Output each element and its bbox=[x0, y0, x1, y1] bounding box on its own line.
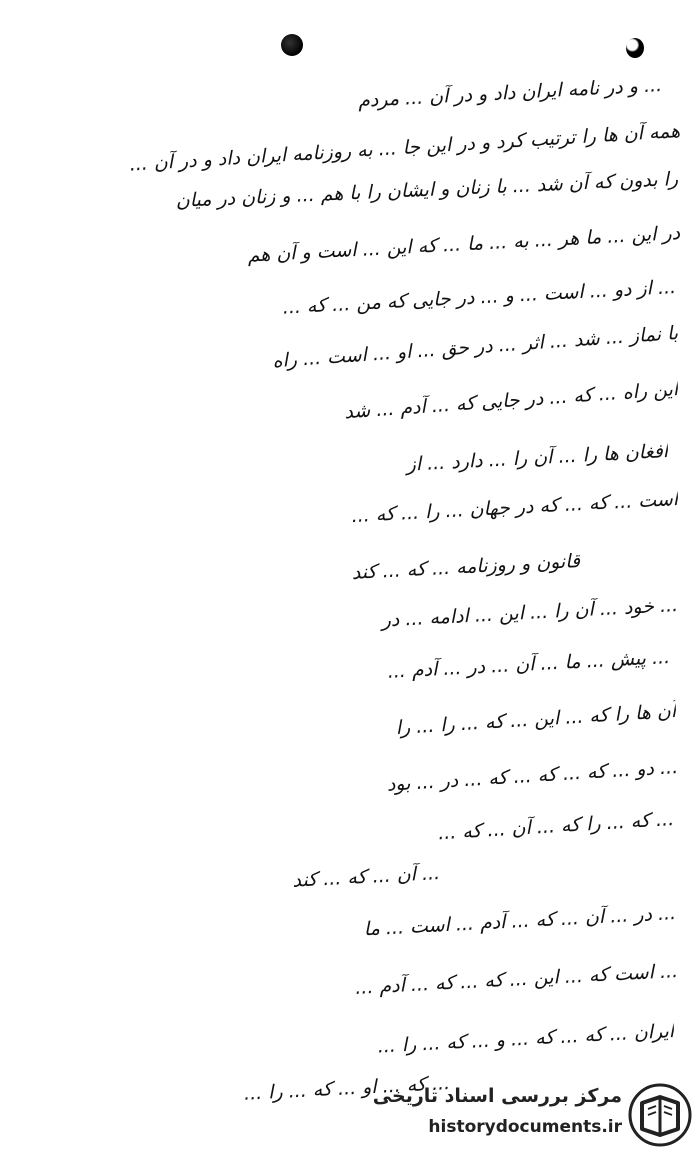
text-line: این راه ... که ... در جایی که ... آدم ... شد bbox=[343, 378, 679, 424]
text-line: ... در ... آن ... که ... آدم ... است ... ما bbox=[363, 902, 677, 941]
text-line: ... خود ... آن را ... این ... ادامه ... در bbox=[381, 594, 679, 632]
watermark-title: مرکز بررسی اسناد تاریخی bbox=[372, 1085, 622, 1107]
text-line: آن ها را که ... این ... که ... را ... را bbox=[395, 700, 677, 740]
text-line: است ... که ... که در جهان ... را ... که ... bbox=[350, 488, 679, 528]
watermark bbox=[372, 1075, 692, 1155]
text-line: با نماز ... شد ... اثر ... در حق ... او ... است ... راه bbox=[271, 322, 679, 373]
watermark-url: historydocuments.ir bbox=[428, 1117, 622, 1137]
text-line: ... دو ... که ... که ... که ... در ... بود bbox=[386, 756, 679, 796]
text-line: ... که ... را که ... آن ... که ... bbox=[437, 808, 675, 845]
text-line: در این ... ما هر ... به ... ما ... که این ... است و آن هم bbox=[247, 222, 681, 267]
book-logo-icon bbox=[628, 1083, 692, 1147]
text-line: ... آن ... که ... کند bbox=[291, 862, 441, 892]
text-line: ایران ... که ... که ... و ... که ... را ... bbox=[377, 1020, 675, 1058]
text-line: ... است که ... این ... که ... که ... آدم ... bbox=[354, 960, 679, 999]
text-line: را بدون که آن شد ... با زنان و ایشان را با هم ... و زنان در میان bbox=[175, 168, 679, 212]
text-line: قانون و روزنامه ... که ... کند bbox=[351, 550, 581, 584]
text-line: افغان ها را ... آن را ... دارد ... از bbox=[406, 440, 669, 476]
text-line: ... و در نامه ایران داد و در آن ... مردم bbox=[357, 74, 663, 112]
text-line: ... که ... او ... که ... را ... bbox=[243, 1072, 451, 1105]
text-line: همه آن ها را ترتیب کرد و در این جا ... به روزنامه ایران داد و در آن ... bbox=[128, 120, 681, 176]
text-line: ... پیش ... ما ... آن ... در ... آدم ... bbox=[387, 646, 671, 683]
text-line: ... از دو ... است ... و ... در جایی که من ... که ... bbox=[282, 276, 677, 319]
